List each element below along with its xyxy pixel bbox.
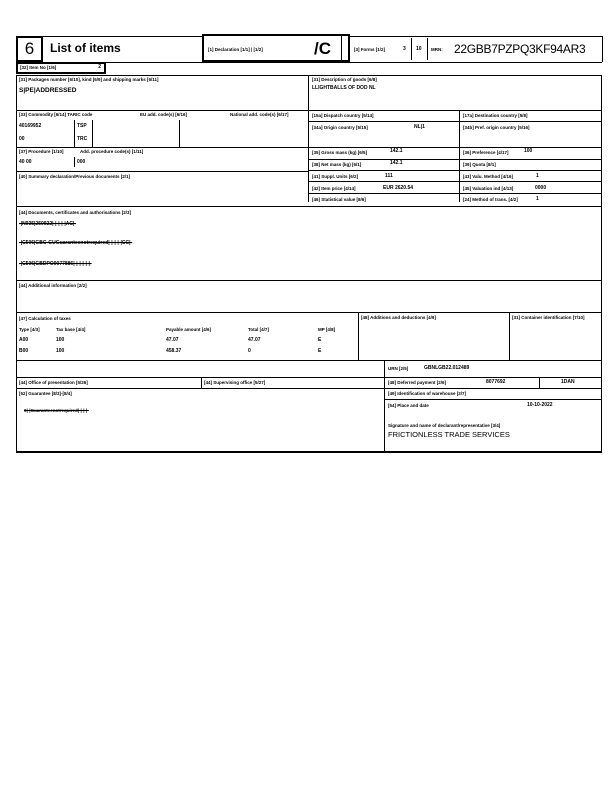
add-procedure-label: Add. procedure code(s) [1/11] xyxy=(80,149,144,154)
form-number-box xyxy=(16,36,43,62)
pref-origin-country-label: [34b] Pref. origin country [5/16] xyxy=(463,125,530,130)
deferred-payment-extra: 1DAN xyxy=(561,379,575,385)
additions-deductions-label: [48] Additions and deductions [4/9] xyxy=(361,315,436,320)
description-label: [31] Description of goods [6/8] xyxy=(312,77,377,82)
calc-row-payable: 47.07 xyxy=(166,337,179,343)
tsp-label: TSP xyxy=(77,123,87,129)
form-number: 6 xyxy=(24,39,35,58)
signature-label: Signature and name of declarant/representative [3/4] xyxy=(388,423,501,428)
method-of-transport-value: 1 xyxy=(536,196,539,202)
procedure-value: 40 00 xyxy=(19,159,32,165)
calc-row-mp: E xyxy=(318,348,322,354)
additional-information-label: [44] Additional information [2/2] xyxy=(19,283,87,288)
eu-add-code-label: EU add. code(s) [6/16] xyxy=(140,112,188,117)
warehouse-label: [49] Identification of warehouse [2/7] xyxy=(388,391,467,396)
calc-header-mp: MP [4/8] xyxy=(318,327,336,332)
calc-row-total: 0 xyxy=(248,348,251,354)
packages-label: [31] Packages number [6/10], kind [6/9] and shipping marks [6/11] xyxy=(19,77,159,82)
forms-current: 3 xyxy=(403,46,406,52)
commodity-code-suffix: 00 xyxy=(19,136,25,142)
quota-label: [39] Quota [8/1] xyxy=(463,162,496,167)
calc-header-payable: Payable amount [4/6] xyxy=(166,327,212,332)
trc-label: TRC xyxy=(77,136,88,142)
item-no-label: [32] Item No [1/6] xyxy=(20,65,57,70)
declaration-value: /C xyxy=(314,39,331,58)
item-no-value: 2 xyxy=(98,64,101,70)
procedure-label: [37] Procedure [1/10] xyxy=(19,149,64,154)
deferred-payment-label: [48] Deferred payment [2/6] xyxy=(388,380,447,385)
place-date-value: 10-10-2022 xyxy=(527,402,553,408)
valuation-ind-label: [45] Valuation ind [4/13] xyxy=(463,186,514,191)
destination-country-label: [17a] Destination country [5/8] xyxy=(463,113,528,118)
document-line: -|C506|GBDPO9077886|-|-|-|-|-|- xyxy=(19,261,92,267)
origin-country-label: [34a] Origin country [5/15] xyxy=(312,125,368,130)
calc-row-total: 47.07 xyxy=(248,337,261,343)
valuation-method-value: 1 xyxy=(536,173,539,179)
commodity-label: [33] Commodity [6/14] TARIC code xyxy=(19,112,93,117)
declaration-label: [1] Declaration [1/1] | [1/2] xyxy=(208,47,263,52)
mrn-label: MRN: xyxy=(431,47,443,52)
calc-row-payable: 458.37 xyxy=(166,348,182,354)
document-line: -|C506|GBC-GUGuaranteenotrequired|-|-|-|-|CC|- xyxy=(19,240,133,246)
statistical-value-label: [46] Statistical value [8/6] xyxy=(312,197,366,202)
calc-row-type: A00 xyxy=(19,337,29,343)
calculation-label: [47] Calculation of taxes xyxy=(19,316,71,321)
preference-value: 100 xyxy=(524,148,533,154)
page-title: List of items xyxy=(50,41,121,55)
method-of-transport-label: [24] Method of trans. [4/2] xyxy=(463,197,518,202)
documents-label: [44] Documents, certificates and authorisations [2/3] xyxy=(19,210,132,215)
item-no-box xyxy=(16,62,106,74)
guarantee-label: [52] Guarantee [8/3]-[8/4] xyxy=(19,391,72,396)
calc-row-tax-base: 100 xyxy=(56,337,65,343)
guarantee-value: 0|-|Guaranteenotrequired|-|-|-|- xyxy=(24,408,89,413)
supp-units-value: 111 xyxy=(385,173,393,179)
deferred-payment-value: 8077692 xyxy=(486,379,506,385)
container-label: [31] Container identification [7/10] xyxy=(512,315,585,320)
origin-country-value: NL|1 xyxy=(414,124,425,130)
item-price-value: EUR 2620.54 xyxy=(383,185,414,191)
calc-header-type: Type [4/3] xyxy=(19,327,40,332)
office-presentation-label: [44] Office of presentation [5/26] xyxy=(19,380,88,385)
calc-row-type: B00 xyxy=(19,348,29,354)
packages-value: S|PE|ADDRESSED xyxy=(19,87,77,94)
summary-declaration-label: [40] Summary declaration/Previous documents [2/1] xyxy=(19,174,131,179)
supervising-office-label: [44] Supervising office [5/27] xyxy=(204,380,266,385)
mrn-value: 22GBB7PZPQ3KF94AR3 xyxy=(454,42,586,56)
document-line: -|N935|250922|-|-|-|-|AC|- xyxy=(19,221,77,227)
calc-header-tax-base: Tax base [4/4] xyxy=(56,327,86,332)
preference-label: [36] Preference [4/17] xyxy=(463,150,509,155)
gross-mass-label: [35] Gross mass (kg) [6/5] xyxy=(312,150,368,155)
national-add-code-label: National add. code(s) [6/17] xyxy=(230,112,289,117)
valuation-method-label: [43] Valu. Method [4/16] xyxy=(463,174,514,179)
place-date-label: [54] Place and date xyxy=(388,403,429,408)
gross-mass-value: 142.1 xyxy=(390,148,403,154)
signature-value: FRICTIONLESS TRADE SERVICES xyxy=(388,430,510,439)
calc-row-mp: E xyxy=(318,337,322,343)
item-price-label: [42] Item price [4/14] xyxy=(312,186,356,191)
net-mass-label: [38] Net mass (kg) [6/1] xyxy=(312,162,362,167)
valuation-ind-value: 0000 xyxy=(535,185,547,191)
forms-label: [3] Forms [1/2] xyxy=(354,47,386,52)
urn-value: GBNLGB22.012489 xyxy=(424,365,470,371)
net-mass-value: 142.1 xyxy=(390,160,403,166)
forms-total: 10 xyxy=(416,46,422,52)
urn-label: URN [2/5] xyxy=(388,366,409,371)
dispatch-country-label: [15a] Dispatch country [5/14] xyxy=(312,113,374,118)
calc-row-tax-base: 100 xyxy=(56,348,65,354)
supp-units-label: [41] Suppl. Units [6/2] xyxy=(312,174,359,179)
items-form xyxy=(16,75,602,453)
add-procedure-value: 000 xyxy=(77,159,86,165)
description-value: LLIGHTBALLS OF DOD NL xyxy=(312,85,376,91)
declaration-box xyxy=(202,34,350,62)
commodity-code: 40169952 xyxy=(19,123,42,129)
calc-header-total: Total [4/7] xyxy=(248,327,269,332)
